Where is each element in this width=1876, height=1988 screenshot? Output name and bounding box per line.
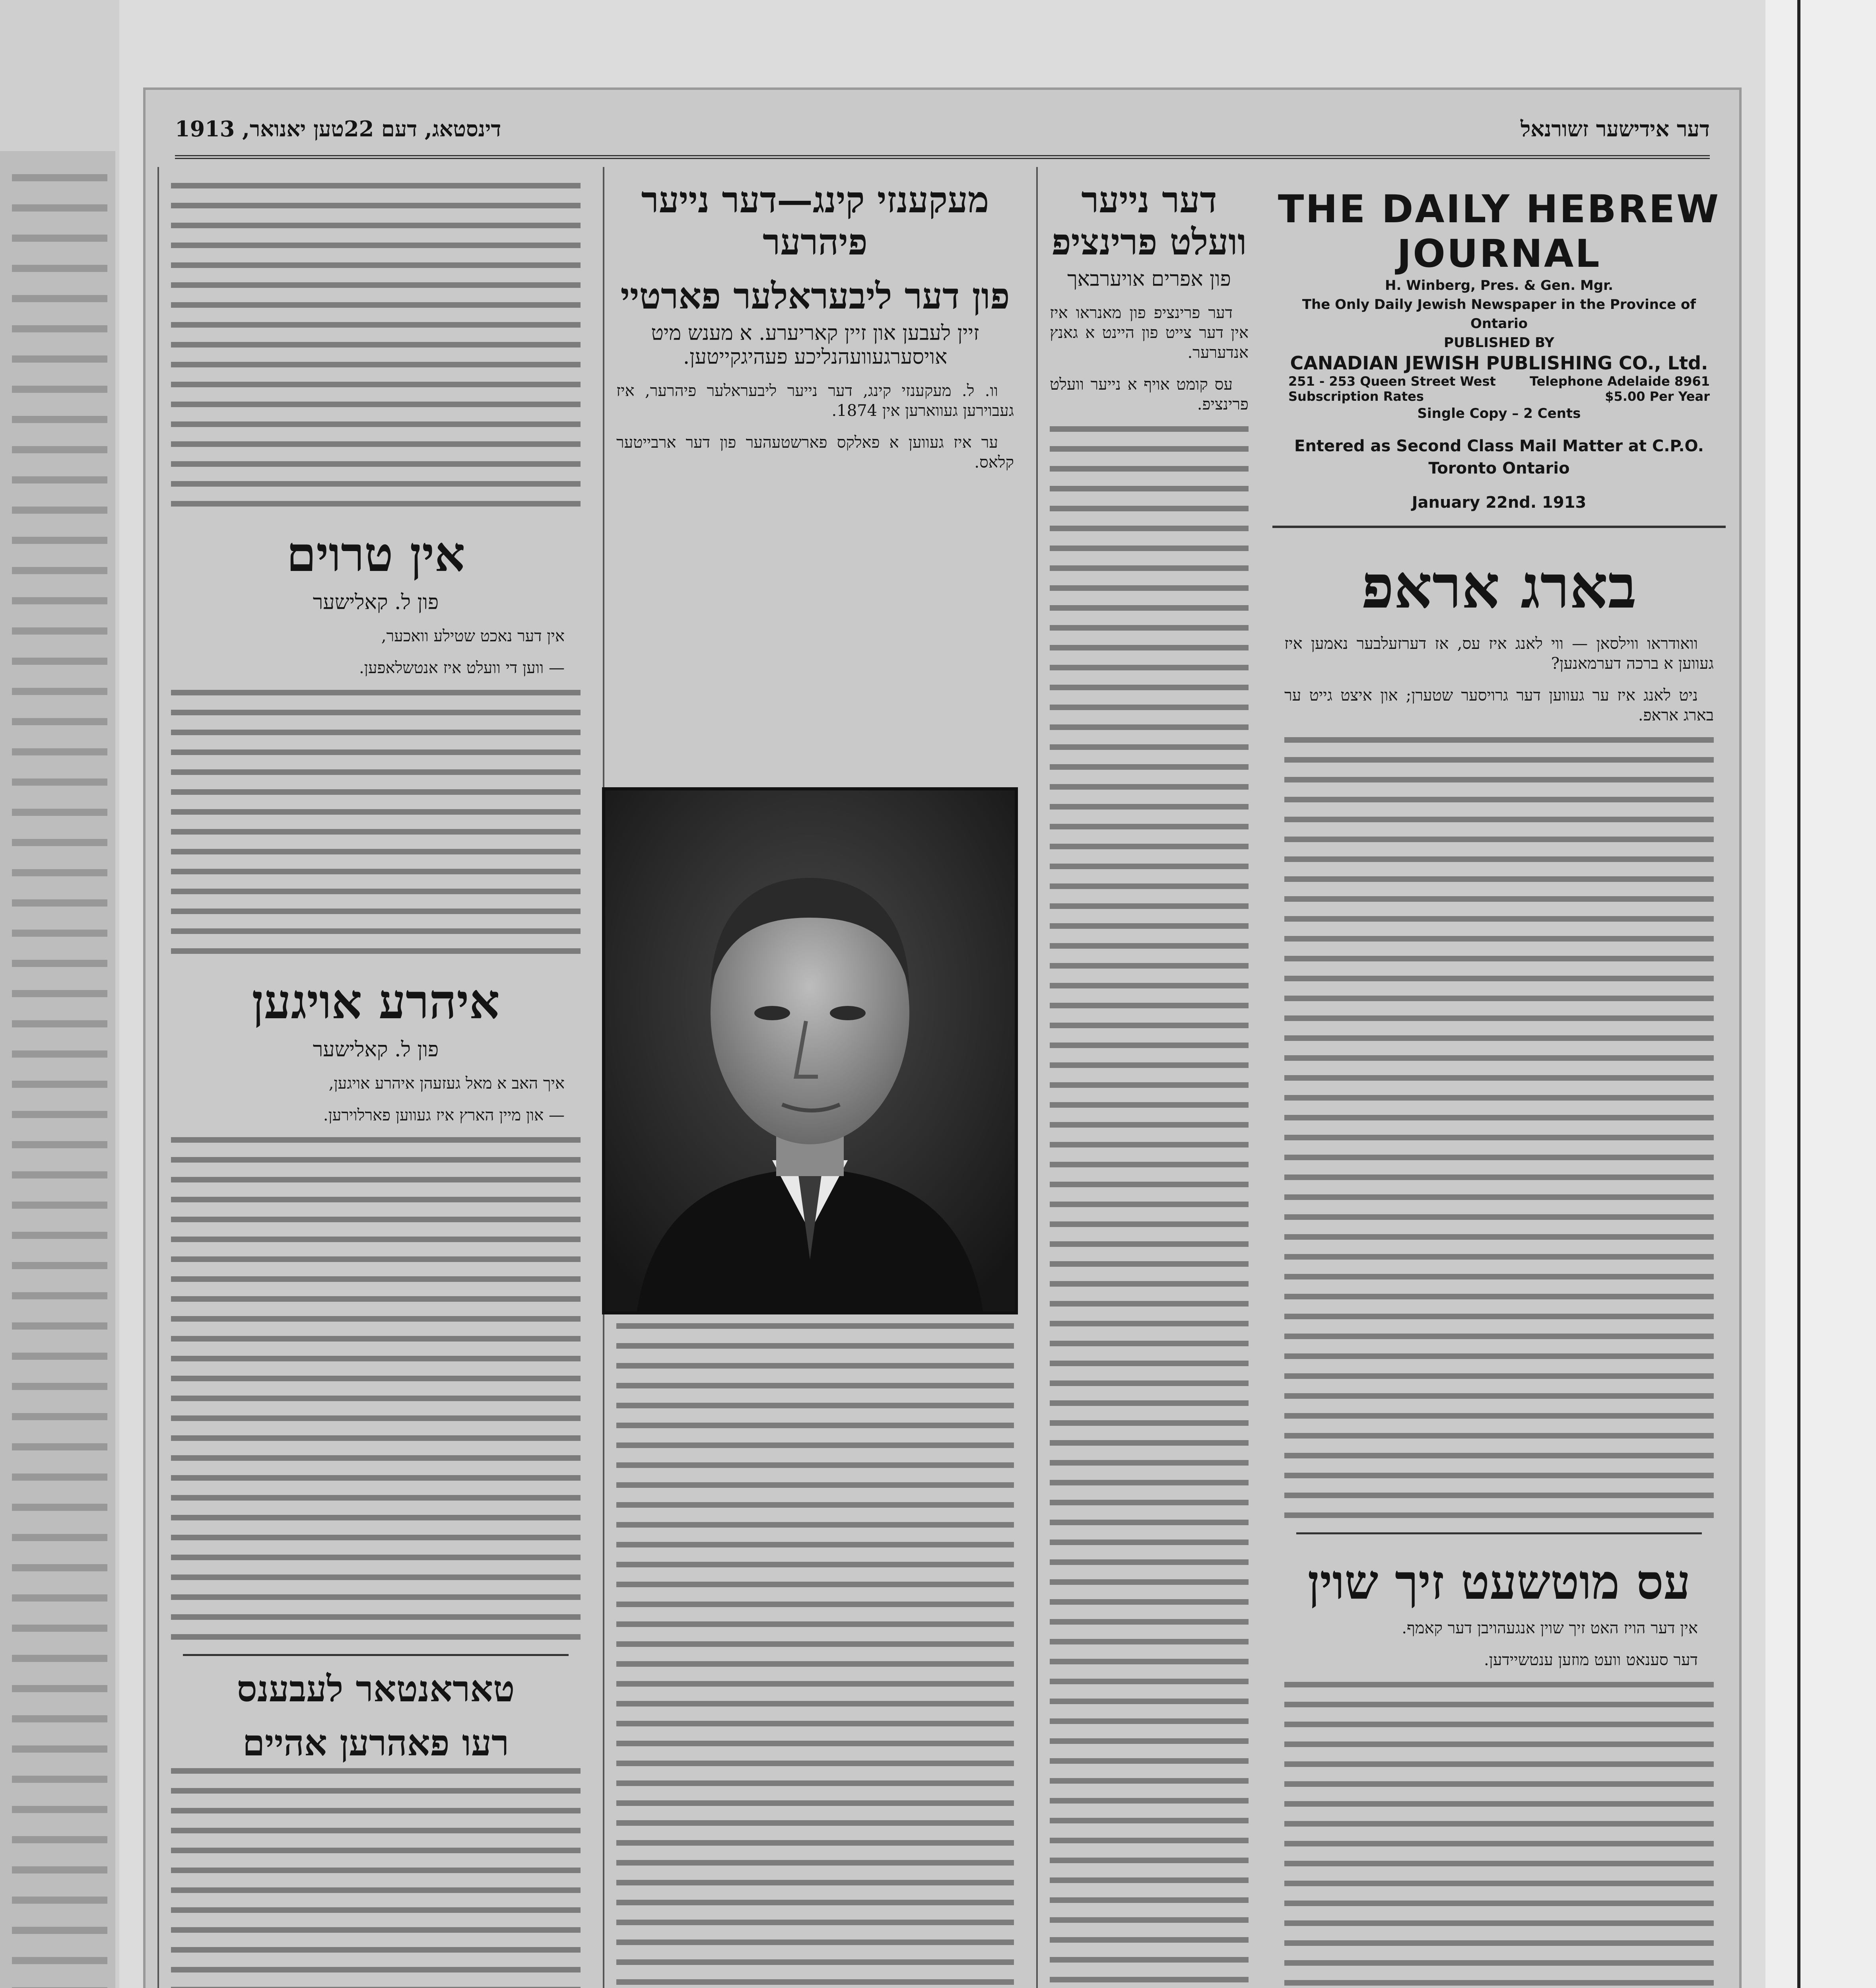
poem-in-troym (159, 626, 592, 678)
portrait-photo (602, 787, 1018, 1314)
poem-line: אין דער נאכט שטילע וואכער, (381, 627, 565, 645)
column-2 (1036, 167, 1260, 1988)
paragraph: ניט לאנג איז ער געווען דער גרויסער שטערן; און איצט גייט ער בארג אראפ. (1284, 686, 1714, 724)
paragraph: ער איז געווען א פאלקס פארשטעהער פון דער ארבייטער קלאס. (616, 433, 1014, 472)
masthead-subscription-value: $5.00 Per Year (1605, 389, 1710, 404)
masthead-entered-date: January 22nd. 1913 (1412, 493, 1587, 512)
paragraph: דער פרינציפ פון מאנראו איז אין דער צייט פון היינט א גאנץ אנדערער. (1050, 304, 1249, 362)
masthead-address-row (1272, 374, 1726, 389)
masthead-published-by: PUBLISHED BY (1444, 335, 1554, 351)
running-head (175, 111, 1710, 159)
masthead-subscription-label: Subscription Rates (1288, 389, 1424, 404)
masthead-managers: H. Winberg, Pres. & Gen. Mgr. (1385, 278, 1613, 293)
poem-line: איך האב א מאל געזעהן איהרע אויגען, (328, 1074, 565, 1093)
portrait-illustration (605, 790, 1015, 1311)
byline-ihre-oygen: פון ל. קאלישער (313, 1038, 439, 1062)
article-text-block (159, 183, 592, 507)
headline-toronto-lebens: טאראנטאר לעבענס (237, 1668, 515, 1710)
poem-line: — ווען די וועלט איז אנטשלאפען. (359, 659, 565, 677)
headline-in-troym: אין טרוים (286, 526, 465, 582)
paragraph: עס קומט אויף א נייער וועלט פרינציפ. (1050, 375, 1249, 414)
masthead-rates-row (1272, 389, 1726, 404)
masthead-tagline: The Only Daily Jewish Newspaper in the Province of Ontario (1302, 297, 1696, 332)
column-4 (157, 167, 592, 1988)
poem-line: — און מיין הארץ איז געווען פארלוירען. (323, 1106, 565, 1124)
masthead-telephone: Telephone Adelaide 8961 (1530, 374, 1710, 389)
masthead-entered: Entered as Second Class Mail Matter at C.P.O. Toronto Ontario (1294, 437, 1704, 478)
divider (1296, 1532, 1702, 1534)
poem-ihre-oygen (159, 1074, 592, 1125)
article-text-block (159, 1768, 592, 1988)
headline-velt-printsip: דער נייער וועלט פרינציפ (1051, 179, 1247, 263)
masthead-address: 251 - 253 Queen Street West (1288, 374, 1496, 389)
masthead-single-copy: Single Copy – 2 Cents (1417, 406, 1581, 421)
byline-in-troym: פון ל. קאלישער (313, 590, 439, 614)
masthead-publisher: CANADIAN JEWISH PUBLISHING CO., Ltd. (1290, 352, 1708, 374)
article-text-block (1038, 426, 1260, 1988)
paragraph: אין דער הויז האט זיך שוין אנגעהויבן דער קאמף. (1402, 1619, 1698, 1637)
headline-es-mutshet: עס מוטשעט זיך שוין (1307, 1554, 1691, 1610)
article-text-block (1272, 1682, 1726, 1988)
running-head-date: דינסטאג, דעם 22טען יאנואר, 1913 (175, 116, 501, 142)
headline-kings-feature: מעקענזי קינג—דער נייער פיהרער (641, 179, 989, 263)
subheadline-kings-feature: פון דער ליבעראלער פארטיי (620, 275, 1010, 317)
article-velt-printsip (1038, 303, 1260, 414)
article-kings-feature (604, 381, 1026, 472)
article-es-mutshet (1272, 1618, 1726, 1670)
running-head-title: דער אידישער זשורנאל (1520, 116, 1710, 142)
article-berg-arop (1272, 634, 1726, 725)
headline-berg-arop: בארג אראפ (1361, 552, 1637, 622)
masthead-title: THE DAILY HEBREW JOURNAL (1278, 187, 1721, 276)
scanner-edge-line (1797, 0, 1800, 1988)
headline-ihre-oygen: איהרע אויגען (252, 974, 500, 1030)
paragraph: וו. ל. מעקענזי קינג, דער נייער ליבעראלער פיהרער, איז געבוירען געווארען אין 1874. (616, 382, 1014, 420)
scan-margin-right (1765, 0, 1876, 1988)
subheadline-toronto-lebens: רעו פאהרען אהיים (242, 1722, 509, 1764)
column-1 (1272, 167, 1726, 1988)
masthead (1272, 187, 1726, 528)
byline-velt-printsip: פון אפרים אויערבאך (1067, 267, 1231, 291)
newspaper-page (143, 87, 1742, 1988)
intro-kings-feature: זיין לעבען און זיין קאריערע. א מענש מיט אויסערגעוועהנליכע פעהיגקייטען. (651, 321, 979, 369)
paragraph: דער סענאט וועט מוזען ענטשיידען. (1484, 1651, 1698, 1669)
poem-text-block (159, 1137, 592, 1640)
article-text-block (1272, 737, 1726, 1518)
adjacent-page-strip (0, 151, 115, 1988)
poem-text-block (159, 690, 592, 954)
divider (183, 1654, 569, 1656)
paragraph: וואודראו ווילסאן — ווי לאנג איז עס, אז דערזעלבער נאמען איז געווען א ברכה דערמאנען? (1284, 635, 1714, 673)
